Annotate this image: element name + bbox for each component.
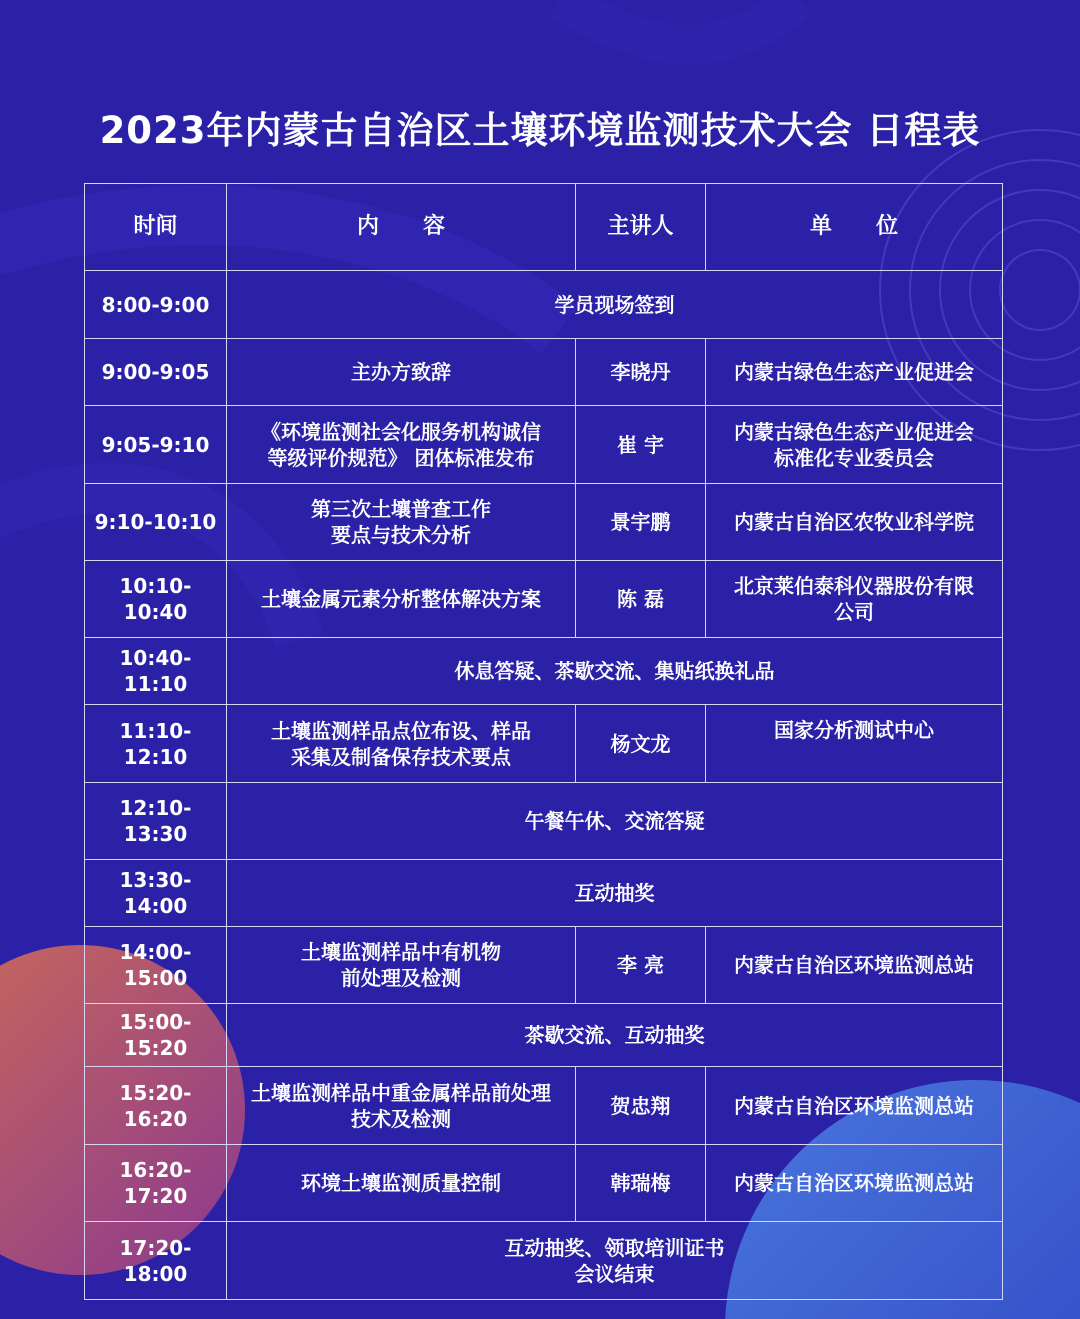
time-cell: 10:10-10:40 [85,561,227,638]
content-cell: 第三次土壤普查工作 要点与技术分析 [227,484,576,561]
time-cell: 15:20-16:20 [85,1067,227,1145]
time-cell: 15:00-15:20 [85,1004,227,1067]
table-row [85,860,1003,927]
unit-cell: 内蒙古自治区环境监测总站 [706,1067,1003,1145]
unit-cell: 国家分析测试中心 [706,705,1003,783]
content-cell: 土壤金属元素分析整体解决方案 [227,561,576,638]
content-cell: 互动抽奖、领取培训证书 会议结束 [227,1222,1003,1300]
content-cell: 土壤监测样品中有机物 前处理及检测 [227,927,576,1004]
content-cell: 《环境监测社会化服务机构诚信 等级评价规范》 团体标准发布 [227,406,576,484]
time-cell: 9:05-9:10 [85,406,227,484]
time-cell: 10:40-11:10 [85,638,227,705]
speaker-cell: 李晓丹 [576,339,706,406]
header-speaker: 主讲人 [576,184,706,271]
speaker-cell: 景宇鹏 [576,484,706,561]
unit-cell: 北京莱伯泰科仪器股份有限 公司 [706,561,1003,638]
speaker-cell: 韩瑞梅 [576,1145,706,1222]
table-row [85,271,1003,339]
table-row [85,406,1003,484]
page-title: 2023年内蒙古自治区土壤环境监测技术大会 日程表 [99,109,981,152]
time-cell: 9:10-10:10 [85,484,227,561]
time-cell: 13:30-14:00 [85,860,227,927]
content-cell: 主办方致辞 [227,339,576,406]
table-row [85,1004,1003,1067]
table-row [85,783,1003,860]
header-content: 内 容 [227,184,576,271]
unit-cell: 内蒙古绿色生态产业促进会 标准化专业委员会 [706,406,1003,484]
content-cell: 环境土壤监测质量控制 [227,1145,576,1222]
speaker-cell: 陈 磊 [576,561,706,638]
unit-cell: 内蒙古绿色生态产业促进会 [706,339,1003,406]
table-row [85,1067,1003,1145]
content-cell: 茶歇交流、互动抽奖 [227,1004,1003,1067]
speaker-cell: 贺忠翔 [576,1067,706,1145]
header-row [85,184,1003,271]
header-time: 时间 [85,184,227,271]
time-cell: 16:20-17:20 [85,1145,227,1222]
content-cell: 土壤监测样品中重金属样品前处理 技术及检测 [227,1067,576,1145]
time-cell: 11:10-12:10 [85,705,227,783]
table-row [85,1145,1003,1222]
unit-cell: 内蒙古自治区环境监测总站 [706,927,1003,1004]
content-cell: 学员现场签到 [227,271,1003,339]
time-cell: 17:20-18:00 [85,1222,227,1300]
content-cell: 休息答疑、茶歇交流、集贴纸换礼品 [227,638,1003,705]
content-cell: 土壤监测样品点位布设、样品 采集及制备保存技术要点 [227,705,576,783]
time-cell: 14:00-15:00 [85,927,227,1004]
table-row [85,705,1003,783]
schedule-table [84,183,1003,1300]
table-row [85,927,1003,1004]
table-row [85,561,1003,638]
unit-cell: 内蒙古自治区环境监测总站 [706,1145,1003,1222]
speaker-cell: 李 亮 [576,927,706,1004]
content-cell: 午餐午休、交流答疑 [227,783,1003,860]
time-cell: 9:00-9:05 [85,339,227,406]
content-cell: 互动抽奖 [227,860,1003,927]
time-cell: 8:00-9:00 [85,271,227,339]
time-cell: 12:10-13:30 [85,783,227,860]
table-row [85,638,1003,705]
table-row [85,339,1003,406]
header-unit: 单 位 [706,184,1003,271]
table-row [85,1222,1003,1300]
speaker-cell: 杨文龙 [576,705,706,783]
unit-cell: 内蒙古自治区农牧业科学院 [706,484,1003,561]
table-row [85,484,1003,561]
speaker-cell: 崔 宇 [576,406,706,484]
